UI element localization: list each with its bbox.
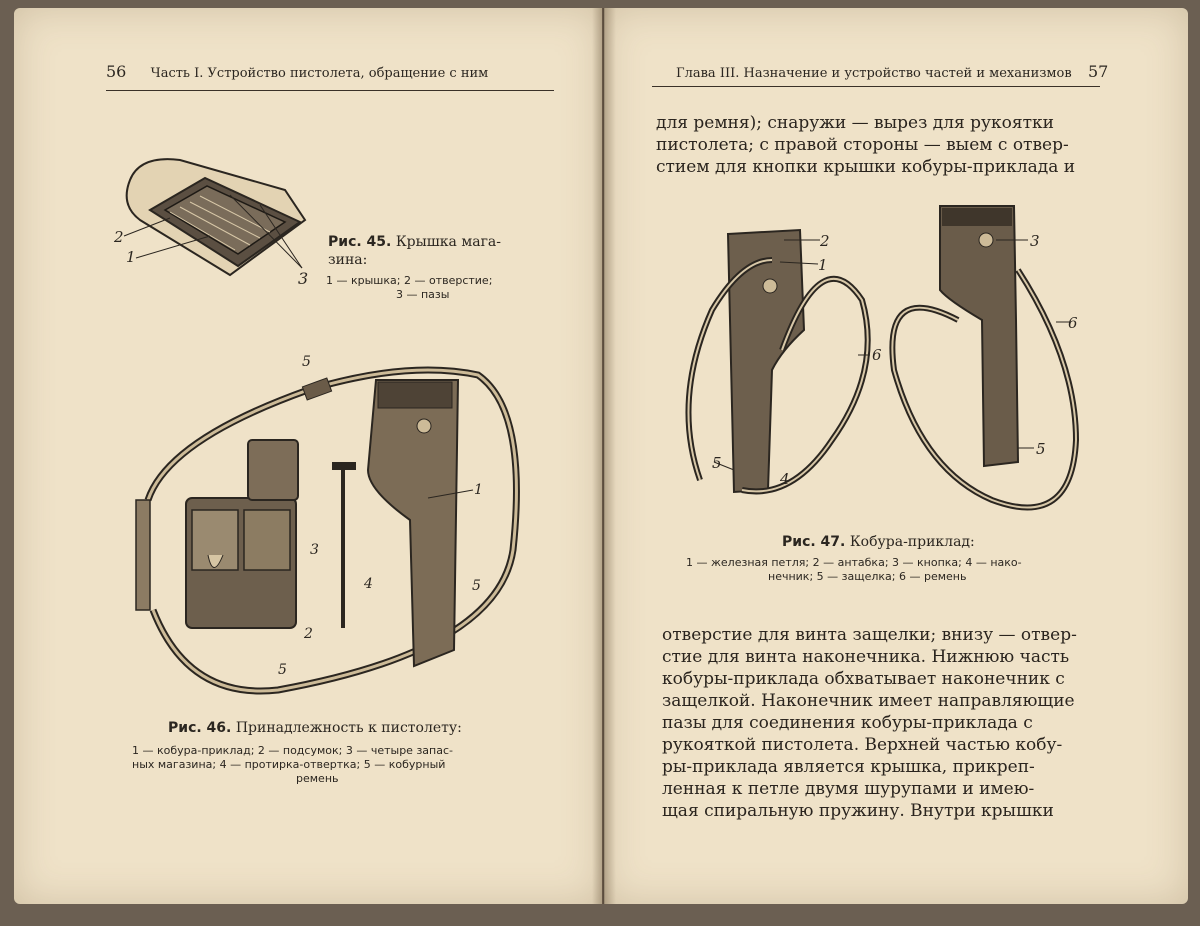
fig47-callout-5-right: 5: [1036, 440, 1046, 458]
right-bottom-line-4: защелкой. Наконечник имеет направляющие: [662, 691, 1075, 711]
right-header-rule: [652, 86, 1100, 87]
fig46-caption-text: Принадлежность к пистолету:: [235, 720, 462, 736]
fig46-caption-title: [168, 720, 462, 736]
fig47-callout-5-left: 5: [712, 454, 722, 472]
fig45-caption-title: [328, 234, 501, 250]
fig46-callout-3: 3: [310, 542, 319, 558]
right-top-paragraph: [656, 112, 1116, 178]
right-top-line-1: для ремня); снаружи — вырез для рукоятки: [656, 113, 1054, 133]
fig46-callout-5-top: 5: [302, 354, 311, 370]
fig47-callout-3: 3: [1030, 232, 1040, 250]
left-page-header: [106, 62, 488, 81]
fig46-callout-4: 4: [364, 576, 373, 592]
right-top-line-2: пистолета; с правой стороны — выем с отвер-: [656, 135, 1069, 155]
fig45-callout-2: 2: [114, 228, 124, 246]
fig45-caption-prefix: Рис. 45.: [328, 234, 392, 250]
holster-stock-illustration: [672, 200, 1092, 520]
fig45-callout-3: 3: [298, 269, 309, 288]
fig47-callout-6-left: 6: [872, 346, 882, 364]
fig47-caption-text: Кобура-приклад:: [849, 534, 975, 550]
fig47-callout-1: 1: [818, 256, 828, 274]
right-running-head: Глава III. Назначение и устройство частей и механизмов: [676, 66, 1072, 81]
right-top-line-3: стием для кнопки крышки кобуры-приклада и: [656, 157, 1076, 177]
fig46-callout-2: 2: [304, 626, 313, 642]
left-header-rule: [106, 90, 554, 91]
fig46-legend-line2: ных магазина; 4 — протирка-отвертка; 5 — кобурный: [132, 758, 446, 771]
fig45-caption-line2: зина:: [328, 252, 368, 268]
right-page-number: 57: [1087, 62, 1109, 81]
right-bottom-line-2: стие для винта наконечника. Нижнюю часть: [662, 647, 1070, 667]
fig46-legend-line1: 1 — кобура-приклад; 2 — подсумок; 3 — четыре запас-: [132, 744, 453, 757]
magazine-cover-illustration: [110, 150, 320, 290]
right-bottom-line-7: ры-приклада является крышка, прикреп-: [662, 757, 1035, 777]
fig46-caption-prefix: Рис. 46.: [168, 720, 232, 736]
fig47-callout-2: 2: [820, 232, 830, 250]
right-bottom-line-9: щая спиральную пружину. Внутри крышки: [662, 801, 1054, 821]
fig47-callout-6-right: 6: [1068, 314, 1078, 332]
book-gutter: [592, 8, 616, 904]
right-bottom-line-5: пазы для соединения кобуры-приклада с: [662, 713, 1033, 733]
fig46-callout-1: 1: [474, 482, 483, 498]
fig45-caption-line1: Крышка мага-: [395, 234, 501, 250]
fig47-legend-line2: нечник; 5 — защелка; 6 — ремень: [768, 570, 967, 583]
right-bottom-line-8: ленная к петле двумя шурупами и имею-: [662, 779, 1035, 799]
right-bottom-line-3: кобуры-приклада обхватывает наконечник с: [662, 669, 1065, 689]
pistol-accessories-illustration: [128, 350, 528, 710]
fig45-legend-line2: 3 — пазы: [396, 288, 450, 301]
fig47-caption-prefix: Рис. 47.: [782, 534, 846, 550]
fig45-legend-line1: 1 — крышка; 2 — отверстие;: [326, 274, 493, 287]
fig46-callout-5-bottom: 5: [278, 662, 287, 678]
fig47-caption-title: [782, 534, 975, 550]
right-page-header: [676, 62, 1108, 81]
fig45-callout-1: 1: [126, 248, 136, 266]
left-page-number: 56: [106, 62, 127, 81]
fig46-callout-5-right: 5: [472, 578, 481, 594]
left-running-head: Часть I. Устройство пистолета, обращение с ним: [150, 66, 489, 81]
fig46-legend-line3: ремень: [296, 772, 339, 785]
right-bottom-line-1: отверстие для винта защелки; внизу — отвер-: [662, 625, 1077, 645]
right-bottom-line-6: рукояткой пистолета. Верхней частью кобу-: [662, 735, 1063, 755]
right-bottom-paragraph: [662, 624, 1114, 822]
fig47-legend-line1: 1 — железная петля; 2 — антабка; 3 — кнопка; 4 — нако-: [686, 556, 1022, 569]
fig47-callout-4: 4: [780, 470, 790, 488]
